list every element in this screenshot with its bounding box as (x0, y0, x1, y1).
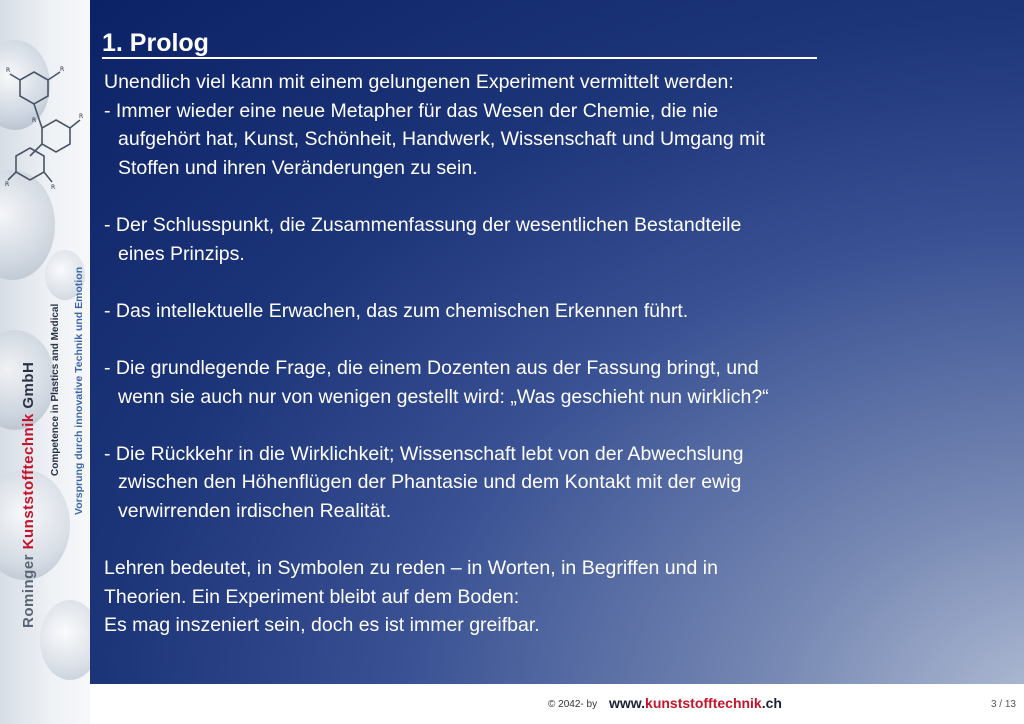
molecule-label: R (6, 67, 11, 74)
slide (90, 0, 1024, 684)
company-name-part: Rominger (20, 549, 37, 628)
website-brand: kunststofftechnik (645, 695, 762, 711)
website-suffix: .ch (761, 695, 782, 711)
molecule-label: R (60, 66, 65, 73)
company-slogan: Vorsprung durch innovative Technik und Emotion (73, 266, 85, 515)
bullet-line: - Immer wieder eine neue Metapher für das Wesen der Chemie, die nie (104, 99, 719, 122)
molecule-label: R (51, 184, 56, 191)
bullet-continuation: Stoffen und ihren Veränderungen zu sein. (118, 156, 478, 179)
paragraph-gap (104, 411, 1014, 440)
company-tagline: Competence in Plastics and Medical (50, 303, 61, 476)
bullet-continuation: wenn sie auch nur von wenigen gestellt wird: „Was geschieht nun wirklich?“ (118, 385, 769, 408)
company-name-part: GmbH (20, 361, 37, 414)
paragraph-gap (104, 268, 1014, 297)
body-line: Lehren bedeutet, in Symbolen zu reden – in Worten, in Begriffen und in (104, 557, 718, 580)
paragraph-gap (104, 526, 1014, 555)
footer (90, 684, 1024, 724)
website-prefix: www. (609, 695, 646, 711)
body-line: Es mag inszeniert sein, doch es ist immer greifbar. (104, 614, 540, 637)
bullet-continuation: eines Prinzips. (118, 242, 245, 265)
bullet-continuation: verwirrenden irdischen Realität. (118, 499, 392, 522)
page-number: 3 / 13 (990, 699, 1016, 710)
website-link[interactable] (609, 695, 782, 711)
molecule-structure-icon (4, 62, 86, 192)
bullet-continuation: aufgehört hat, Kunst, Schönheit, Handwerk, Wissenschaft und Umgang mit (118, 128, 766, 151)
slide-title: 1. Prolog (102, 27, 817, 59)
sidebar (0, 0, 90, 724)
molecule-label: R (5, 181, 10, 188)
body-line: Theorien. Ein Experiment bleibt auf dem Boden: (104, 585, 520, 608)
glass-bubble-decoration (40, 600, 90, 680)
bullet-line: - Der Schlusspunkt, die Zusammenfassung der wesentlichen Bestandteile (104, 213, 742, 236)
paragraph-gap (104, 325, 1014, 354)
body-line: Unendlich viel kann mit einem gelungenen Experiment vermittelt werden: (104, 71, 734, 93)
paragraph-gap (104, 182, 1014, 211)
bullet-line: - Die grundlegende Frage, die einem Dozenten aus der Fassung bringt, und (104, 356, 759, 379)
bullet-continuation: zwischen den Höhenflügen der Phantasie und dem Kontakt mit der ewig (118, 471, 742, 494)
bullet-line: - Das intellektuelle Erwachen, das zum chemischen Erkennen führt. (104, 299, 689, 322)
copyright-text: © 2042- by (548, 699, 598, 710)
bullet-line: - Die Rückkehr in die Wirklichkeit; Wissenschaft lebt von der Abwechslung (104, 442, 744, 465)
molecule-label: R (32, 117, 37, 124)
molecule-label: R (79, 113, 84, 120)
company-name-part: Kunststofftechnik (20, 413, 37, 550)
company-name (20, 362, 37, 628)
slide-body (104, 68, 1014, 640)
